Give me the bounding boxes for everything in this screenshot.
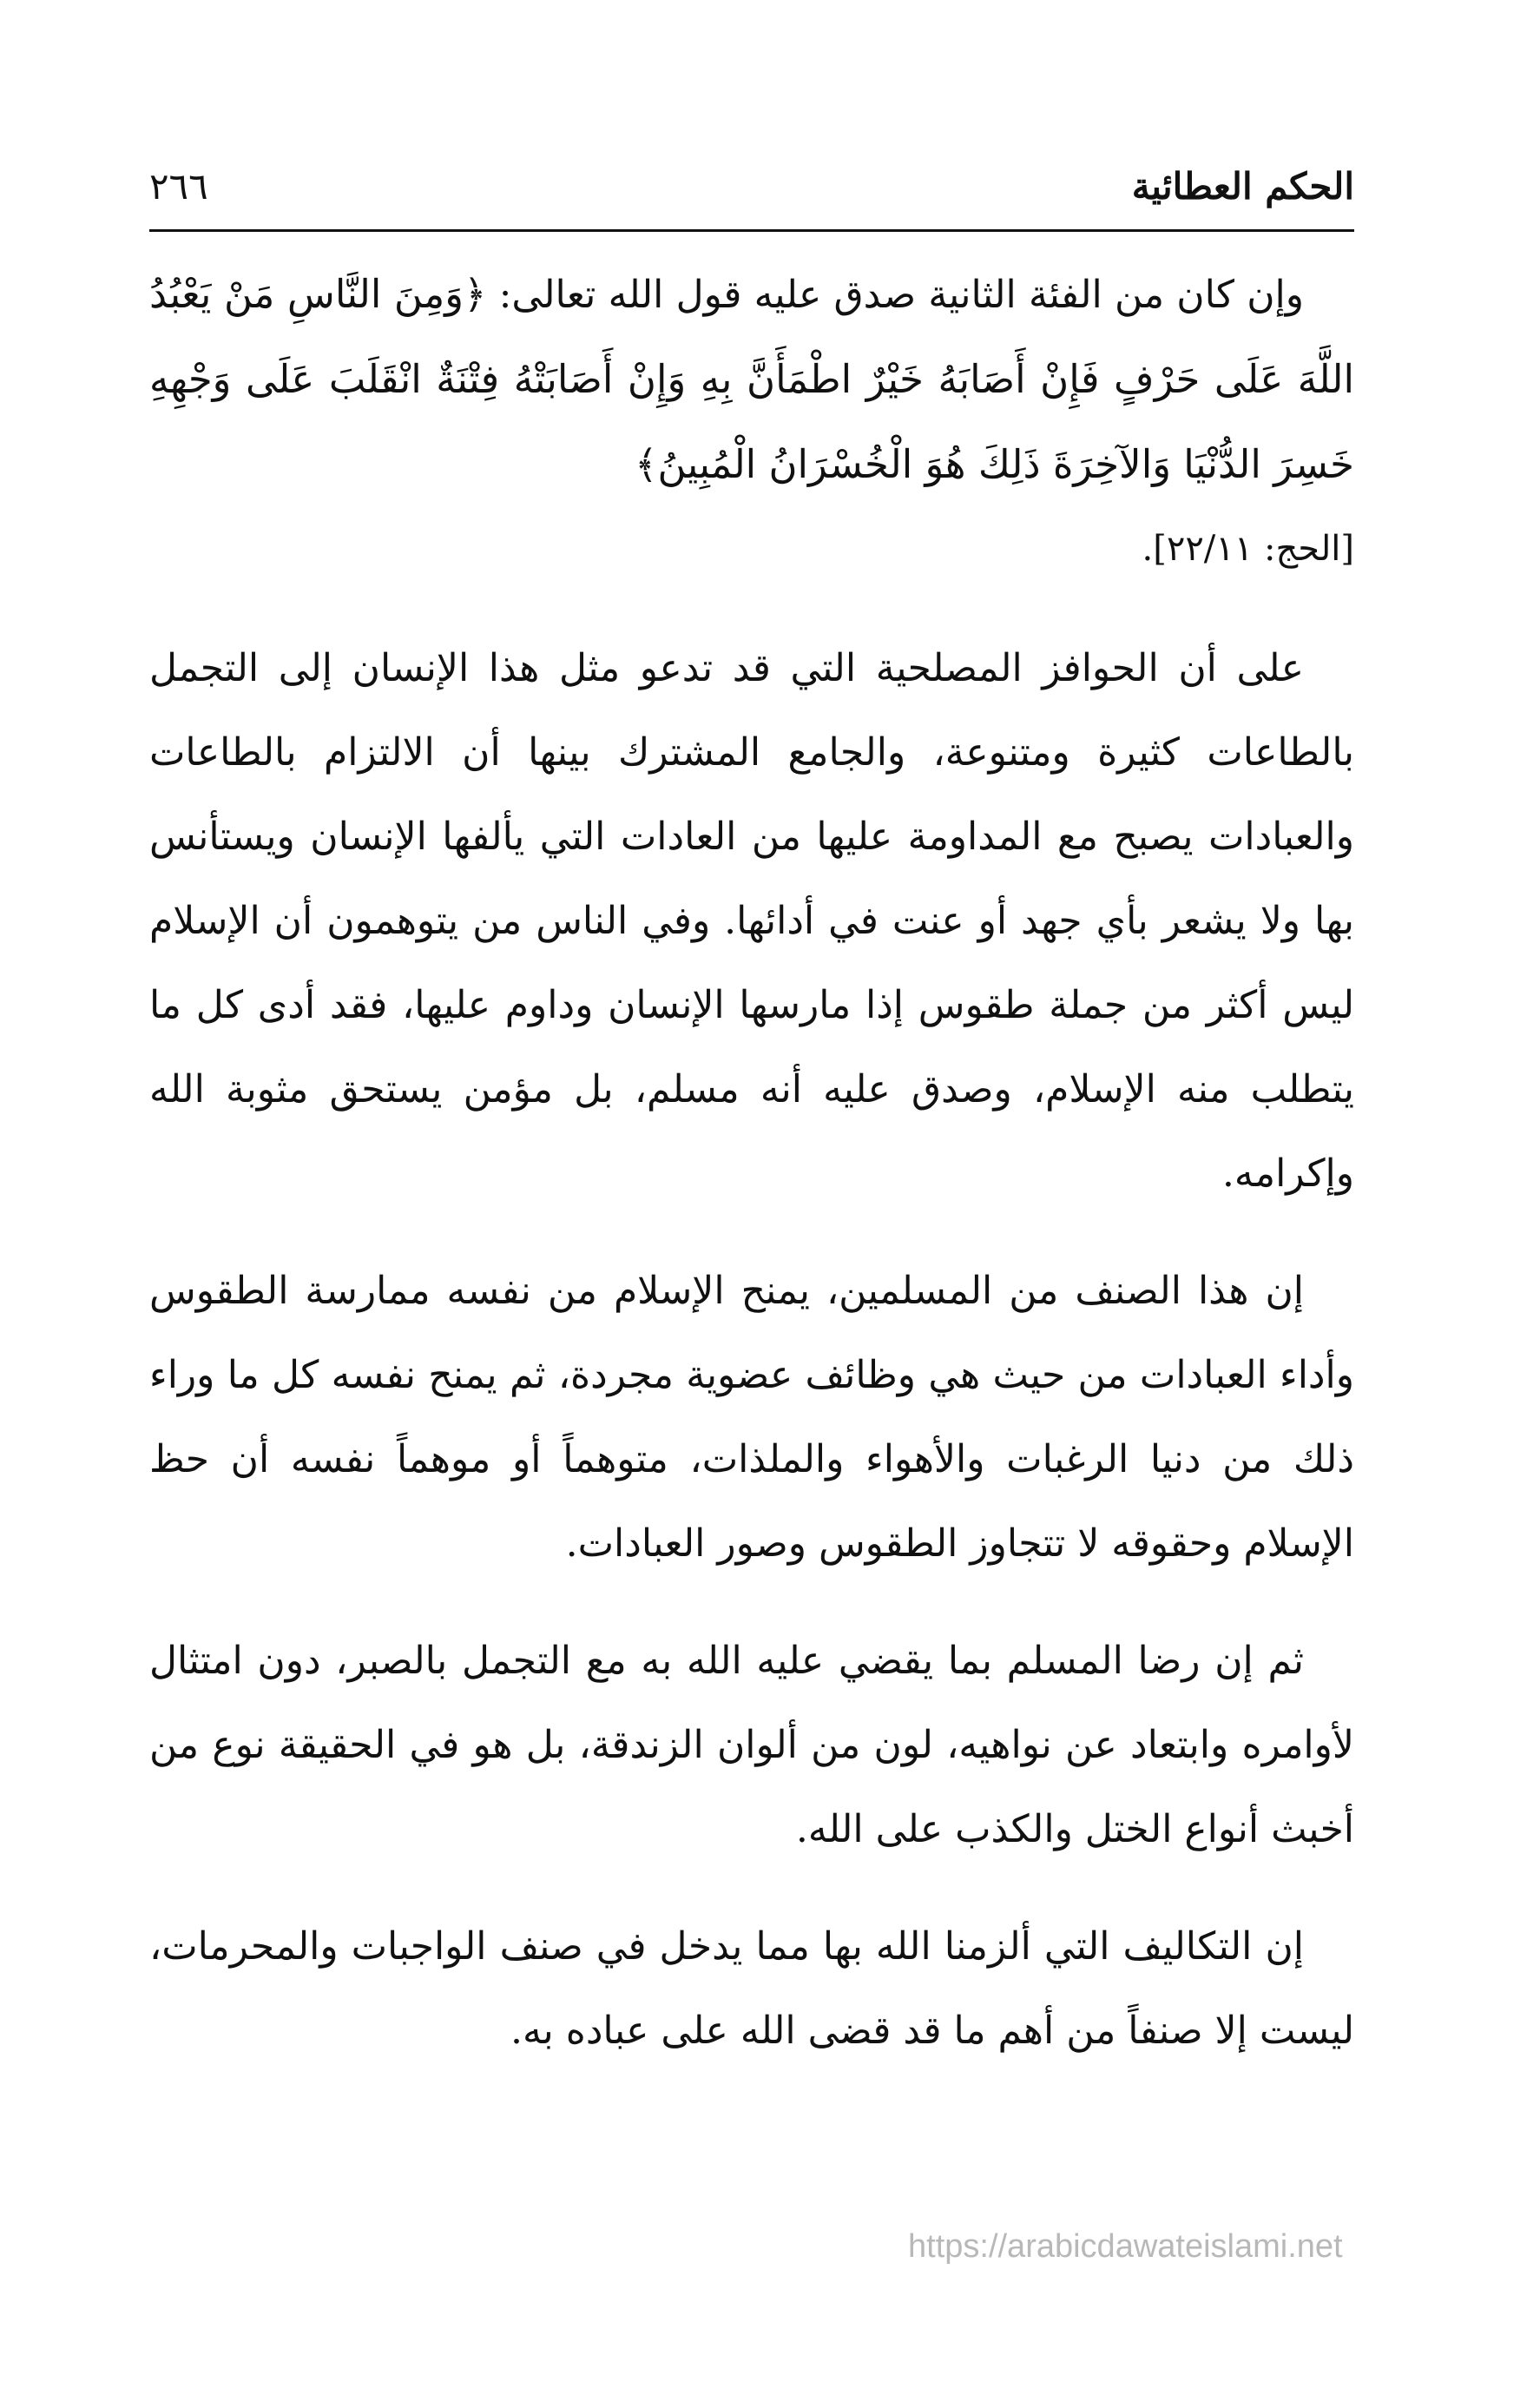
paragraph-4: ثم إن رضا المسلم بما يقضي عليه الله به مع التجمل بالصبر، دون امتثال لأوامره وابتعاد عن نواهيه، لون من ألوان الزندقة، بل هو في الحقيقة نوع من أخبث أنواع الختل والكذب على الله. <box>149 1639 1354 1851</box>
paragraph-2: على أن الحوافز المصلحية التي قد تدعو مثل هذا الإنسان إلى التجمل بالطاعات كثيرة ومتنوعة، والجامع المشترك بينها أن الالتزام بالطاعات والعبادات يصبح مع المداومة عليها من العادات التي يألفها الإنسان ويستأنس بها ولا يشعر بأي جهد أو عنت في أدائها. وفي الناس من يتوهمون أن الإسلام ليس أكثر من جملة طقوس إذا مارسها الإنسان وداوم عليها، فقد أدى كل ما يتطلب منه الإسلام، وصدق عليه أنه مسلم، بل مؤمن يستحق مثوبة الله وإكرامه. <box>149 646 1354 1196</box>
paragraph-1 <box>149 252 1354 507</box>
page-number: ٢٦٦ <box>149 165 208 208</box>
verse-citation: [الحج: ٢٢/١١]. <box>1142 529 1354 569</box>
header-divider <box>149 229 1354 232</box>
paragraph-1-intro: وإن كان من الفئة الثانية صدق عليه قول الله تعالى: <box>486 273 1304 317</box>
paragraph-5: إن التكاليف التي ألزمنا الله بها مما يدخل في صنف الواجبات والمحرمات، ليست إلا صنفاً من أهم ما قد قضى الله على عباده به. <box>149 1924 1354 2053</box>
running-title: الحكم العطائية <box>1131 165 1354 208</box>
watermark-url: https://arabicdawateislami.net <box>908 2228 1343 2265</box>
page-header <box>149 161 1354 230</box>
body-text <box>149 252 1354 2106</box>
paragraph-3: إن هذا الصنف من المسلمين، يمنح الإسلام من نفسه ممارسة الطقوس وأداء العبادات من حيث هي وظائف عضوية مجردة، ثم يمنح نفسه كل ما وراء ذلك من دنيا الرغبات والأهواء والملذات، متوهماً أو موهماً نفسه أن حظ الإسلام وحقوقه لا تتجاوز الطقوس وصور العبادات. <box>149 1269 1354 1566</box>
quran-verse: ﴿وَمِنَ النَّاسِ مَنْ يَعْبُدُ اللَّهَ عَلَى حَرْفٍ فَإِنْ أَصَابَهُ خَيْرٌ اطْمَأَنَّ بِهِ وَإِنْ أَصَابَتْهُ فِتْنَةٌ انْقَلَبَ عَلَى وَجْهِهِ خَسِرَ الدُّنْيَا وَالآخِرَةَ ذَلِكَ هُوَ الْخُسْرَانُ الْمُبِينُ﴾ <box>149 271 1354 487</box>
